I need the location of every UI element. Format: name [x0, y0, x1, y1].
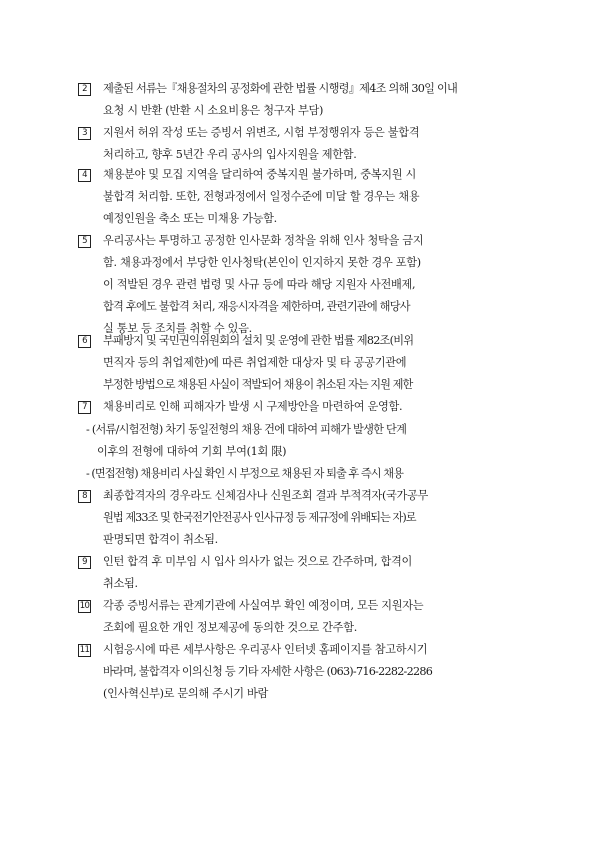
item-text-line: 판명되면 합격이 취소됨. — [103, 533, 218, 546]
item-number-box: 7 — [78, 401, 91, 414]
item-text-line: 합격 후에도 불합격 처리, 재응시자격을 제한하며, 관련기관에 해당사 — [103, 300, 410, 313]
item-text-line: 부패방지 및 국민권익위원회의 설치 및 운영에 관한 법률 제82조(비위 — [103, 334, 414, 347]
item-text-line: 원법 제33조 및 한국전기안전공사 인사규정 등 제규정에 위배되는 자)로 — [103, 511, 416, 524]
item-text-line: 각종 증빙서류는 관계기관에 사실여부 확인 예정이며, 모든 지원자는 — [103, 599, 424, 612]
item-text-line: 채용비리로 인해 피해자가 발생 시 구제방안을 마련하여 운영함. — [103, 400, 403, 413]
item-text-line: 불합격 처리함. 또한, 전형과정에서 일정수준에 미달 할 경우는 채용 — [103, 190, 420, 203]
sub-item-text-line: - (면접전형) 채용비리 사실 확인 시 부정으로 채용된 자 퇴출 후 즉시 채용 — [86, 467, 403, 480]
item-text-line: 채용분야 및 모집 지역을 달리하여 중복지원 불가하며, 중복지원 시 — [103, 168, 416, 181]
item-text-line: 예정인원을 축소 또는 미채용 가능함. — [103, 212, 277, 225]
item-text-line: 면직자 등의 취업제한)에 따른 취업제한 대상자 및 타 공공기관에 — [103, 356, 407, 369]
item-number-box: 8 — [78, 490, 91, 503]
item-number-box: 9 — [78, 556, 91, 569]
item-text-line: 인턴 합격 후 미부임 시 입사 의사가 없는 것으로 간주하며, 합격이 — [103, 555, 413, 568]
item-text-line: 요청 시 반환 (반환 시 소요비용은 청구자 부담) — [103, 104, 324, 117]
item-number-box: 11 — [79, 645, 90, 655]
sub-item-text-line: 이후의 전형에 대하여 기회 부여(1회 限) — [97, 445, 287, 458]
item-text-line: 실 통보 등 조치를 취할 수 있음. — [103, 322, 252, 335]
item-number-box: 2 — [78, 83, 91, 96]
item-number-box: 10 — [79, 601, 90, 611]
item-text-line: 시험응시에 따른 세부사항은 우리공사 인터넷 홈페이지를 참고하시기 — [103, 643, 428, 656]
item-text-line: 조회에 필요한 개인 정보제공에 동의한 것으로 간주함. — [103, 621, 357, 634]
item-text-line: 부정한 방법으로 채용된 사실이 적발되어 채용이 취소된 자는 지원 제한 — [103, 378, 413, 391]
item-text-line: 제출된 서류는『채용절차의 공정화에 관한 법률 시행령』제4조 의해 30일 이내 — [103, 82, 458, 95]
item-number-box: 4 — [78, 169, 91, 182]
item-text-line: 최종합격자의 경우라도 신체검사나 신원조회 결과 부적격자(국가공무 — [103, 489, 429, 502]
item-text-line: 취소됨. — [103, 577, 138, 590]
sub-item-text-line: - (서류/시험전형) 차기 동일전형의 채용 건에 대하여 피해가 발생한 단계 — [86, 423, 407, 436]
item-text-line: 처리하고, 향후 5년간 우리 공사의 입사지원을 제한함. — [103, 148, 357, 161]
item-text-line: 지원서 허위 작성 또는 증빙서 위변조, 시험 부정행위자 등은 불합격 — [103, 126, 420, 139]
item-number-box: 5 — [78, 235, 91, 248]
item-number-box: 6 — [78, 335, 91, 348]
item-text-line: (인사혁신부)로 문의해 주시기 바람 — [103, 687, 268, 700]
item-text-line: 바라며, 불합격자 이의신청 등 기타 자세한 사항은 (063)-716-2282-2286 — [103, 665, 433, 678]
item-text-line: 우리공사는 투명하고 공정한 인사문화 정착을 위해 인사 청탁을 금지 — [103, 234, 424, 247]
item-number-box: 3 — [78, 127, 91, 140]
item-text-line: 이 적발된 경우 관련 법령 및 사규 등에 따라 해당 지원자 사전배제, — [103, 278, 416, 291]
item-text-line: 함. 채용과정에서 부당한 인사청탁(본인이 인지하지 못한 경우 포함) — [103, 256, 421, 269]
